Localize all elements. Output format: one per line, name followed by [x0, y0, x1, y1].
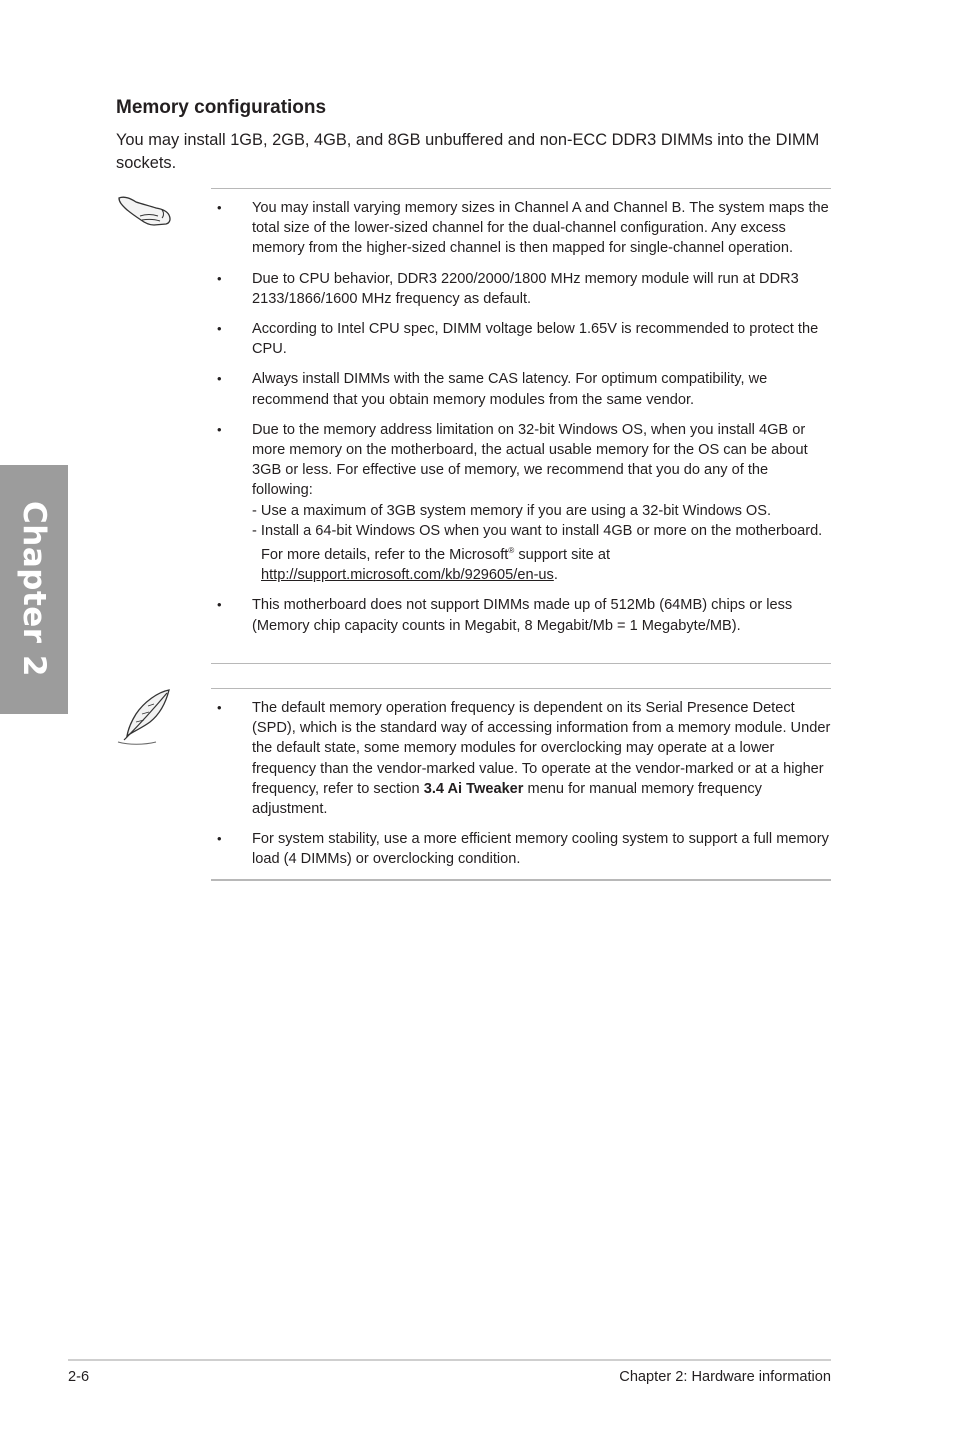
list-item: • This motherboard does not support DIMMs made up of 512Mb (64MB) chips or less (Memory chip capacity counts in Megabit, 8 Megabit/Mb = 1 Megabyte/MB).	[217, 597, 793, 634]
important-notes-list	[211, 198, 833, 646]
list-item: • Always install DIMMs with the same CAS latency. For optimum compatibility, we recommend that you obtain memory modules from the same vendor.	[217, 371, 768, 408]
feather-quill-icon	[114, 688, 174, 746]
chapter-side-tab	[0, 465, 68, 714]
hand-pointing-icon	[116, 192, 172, 228]
bullet: •	[217, 597, 222, 613]
note-list	[211, 698, 833, 880]
bullet: •	[217, 200, 222, 215]
list-item: • According to Intel CPU spec, DIMM voltage below 1.65V is recommended to protect the CPU.	[217, 321, 819, 358]
microsoft-support-link[interactable]: http://support.microsoft.com/kb/929605/en-us	[261, 567, 554, 584]
bullet: •	[217, 421, 222, 437]
sub-item: - Install a 64-bit Windows OS when you want to install 4GB or more on the motherboard.	[252, 522, 823, 539]
registered-mark: ®	[508, 546, 515, 556]
bullet: •	[217, 321, 222, 337]
list-item: • Due to CPU behavior, DDR3 2200/2000/1800 MHz memory module will run at DDR3 2133/1866/1600 MHz frequency as default.	[217, 270, 799, 307]
list-item: • For system stability, use a more efficient memory cooling system to support a full memory load (4 DIMMs) or overclocking condition.	[217, 831, 829, 868]
important-box-bottom-rule	[211, 663, 831, 664]
microsoft-reference: For more details, refer to the Microsoft® support site at http://support.microsoft.com/kb/929605/en-us.	[261, 546, 611, 584]
bullet: •	[217, 700, 222, 715]
sub-item: - Use a maximum of 3GB system memory if you are using a 32-bit Windows OS.	[252, 502, 772, 519]
list-item	[211, 420, 833, 585]
section-heading: Memory configurations	[116, 97, 327, 118]
chapter-tab-label: Chapter 2	[16, 501, 52, 677]
ai-tweaker-reference: 3.4 Ai Tweaker	[423, 780, 524, 797]
intro-paragraph: You may install 1GB, 2GB, 4GB, and 8GB unbuffered and non-ECC DDR3 DIMMs into the DIMM sockets.	[116, 131, 820, 172]
footer-chapter-title: Chapter 2: Hardware information	[619, 1369, 831, 1385]
list-item: • You may install varying memory sizes in Channel A and Channel B. The system maps the total size of the lower-sized channel for the dual-channel configuration. Any excess memory from the higher-sized channel is then mapped for single-channel operation.	[217, 200, 829, 257]
note-box-bottom-rule	[211, 879, 831, 881]
bullet: •	[217, 371, 222, 387]
note-box-top-rule	[211, 688, 831, 689]
memory-limitation-text: Due to the memory address limitation on 32-bit Windows OS, when you install 4GB or more memory on the motherboard, the actual usable memory for the OS can be about 3GB or less. For effective use of memory, we recommend that you do any of the following:	[252, 421, 808, 499]
list-item: • The default memory operation frequency is dependent on its Serial Presence Detect (SPD), which is the standard way of accessing information from a memory module. Under the default state, some memory modules for overclocking may operate at a lower frequency than the vendor-marked value. To operate at the vendor-marked or at a higher frequency, refer to section 3.4 Ai Tweaker menu for manual memory frequency adjustment.	[217, 700, 831, 818]
footer-rule	[68, 1359, 831, 1361]
important-box-top-rule	[211, 188, 831, 189]
bullet: •	[217, 270, 222, 286]
bullet: •	[217, 831, 222, 847]
page-number: 2-6	[68, 1369, 90, 1385]
